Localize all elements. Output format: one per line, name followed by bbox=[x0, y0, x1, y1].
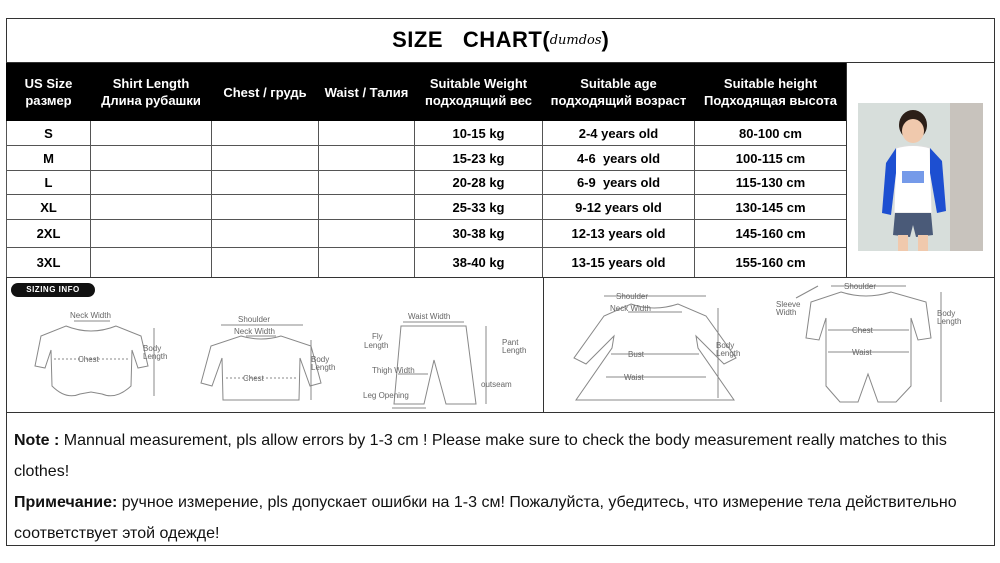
dress-neck-label: Neck Width bbox=[610, 304, 651, 313]
shirt-diagram bbox=[201, 325, 321, 400]
note-russian-text: ручное измерение, pls допускает ошибки на 1-3 см! Пожалуйста, убедитесь, что измерение тела действительно соответствует этой одежде! bbox=[14, 494, 957, 542]
pants-fly-label: Fly bbox=[372, 332, 383, 341]
note-russian bbox=[14, 487, 987, 549]
cell-shirt-length bbox=[91, 220, 212, 248]
dress-shoulder-label: Shoulder bbox=[616, 292, 649, 301]
header-suitable-age: Suitable age подходящий возраст bbox=[543, 64, 695, 121]
table-row bbox=[7, 248, 847, 278]
table-row bbox=[7, 146, 847, 171]
cell-size: XL bbox=[7, 195, 91, 220]
shirt-shoulder-label: Shoulder bbox=[238, 315, 271, 324]
cell-waist bbox=[319, 195, 415, 220]
cell-age: 2-4 years old bbox=[543, 121, 695, 146]
cell-chest bbox=[212, 171, 319, 195]
pants-fly-length-label: Length bbox=[364, 341, 389, 350]
cell-height: 145-160 cm bbox=[695, 220, 847, 248]
pants-waist-label: Waist Width bbox=[408, 312, 451, 321]
cell-waist bbox=[319, 171, 415, 195]
cell-weight: 10-15 kg bbox=[415, 121, 543, 146]
title-row bbox=[6, 18, 995, 63]
cell-waist bbox=[319, 220, 415, 248]
bodysuit-body-label: Body bbox=[143, 344, 162, 353]
pants-outseam-label: outseam bbox=[481, 380, 512, 389]
cell-chest bbox=[212, 195, 319, 220]
model-photo bbox=[858, 103, 983, 251]
cell-size: 3XL bbox=[7, 248, 91, 278]
cell-shirt-length bbox=[91, 195, 212, 220]
romper-waist-label: Waist bbox=[852, 348, 872, 357]
header-waist: Waist / Талия bbox=[319, 64, 415, 121]
pants-leg-opening-label: Leg Opening bbox=[363, 391, 409, 400]
table-row bbox=[7, 171, 847, 195]
cell-size: S bbox=[7, 121, 91, 146]
dress-bust-label: Bust bbox=[628, 350, 645, 359]
cell-chest bbox=[212, 220, 319, 248]
sizing-info-row bbox=[6, 277, 995, 413]
header-chest: Chest / грудь bbox=[212, 64, 319, 121]
brand-name: dumdos bbox=[549, 32, 602, 48]
size-chart-title: SIZE CHART bbox=[392, 27, 543, 52]
note-english-label: Note : bbox=[14, 432, 60, 449]
cell-age: 12-13 years old bbox=[543, 220, 695, 248]
romper-chest-label: Chest bbox=[852, 326, 873, 335]
cell-weight: 15-23 kg bbox=[415, 146, 543, 171]
size-table bbox=[6, 63, 847, 278]
table-row bbox=[7, 195, 847, 220]
cell-waist bbox=[319, 248, 415, 278]
shirt-length-label: Length bbox=[311, 363, 336, 372]
cell-age: 6-9 years old bbox=[543, 171, 695, 195]
table-row bbox=[7, 121, 847, 146]
cell-height: 115-130 cm bbox=[695, 171, 847, 195]
sizing-info-badge: SIZING INFO bbox=[11, 283, 95, 297]
cell-chest bbox=[212, 146, 319, 171]
cell-weight: 20-28 kg bbox=[415, 171, 543, 195]
shirt-chest-label: Chest bbox=[243, 374, 264, 383]
note-english-text: Mannual measurement, pls allow errors by 1-3 cm ! Please make sure to check the body measurement really matches to this clothes! bbox=[14, 432, 947, 480]
cell-age: 9-12 years old bbox=[543, 195, 695, 220]
cell-chest bbox=[212, 248, 319, 278]
cell-shirt-length bbox=[91, 171, 212, 195]
cell-weight: 38-40 kg bbox=[415, 248, 543, 278]
shirt-body-label: Body bbox=[311, 355, 330, 364]
note-english bbox=[14, 425, 987, 487]
romper-sleeve-label: Sleeve bbox=[776, 300, 801, 309]
table-header-row bbox=[7, 64, 847, 121]
bodysuit-neck-label: Neck Width bbox=[70, 311, 111, 320]
shirt-neck-label: Neck Width bbox=[234, 327, 275, 336]
pants-pant-label: Pant bbox=[502, 338, 519, 347]
header-suitable-weight: Suitable Weight подходящий вес bbox=[415, 64, 543, 121]
cell-size: 2XL bbox=[7, 220, 91, 248]
title-open-paren: ( bbox=[542, 27, 550, 52]
bodysuit-length-label: Length bbox=[143, 352, 168, 361]
header-suitable-height: Suitable height Подходящая высота bbox=[695, 64, 847, 121]
cell-size: M bbox=[7, 146, 91, 171]
cell-weight: 30-38 kg bbox=[415, 220, 543, 248]
cell-height: 80-100 cm bbox=[695, 121, 847, 146]
pants-thigh-label: Thigh Width bbox=[372, 366, 415, 375]
cell-age: 4-6 years old bbox=[543, 146, 695, 171]
title-close-paren: ) bbox=[601, 27, 609, 52]
cell-height: 130-145 cm bbox=[695, 195, 847, 220]
dress-length-label: Length bbox=[716, 349, 741, 358]
cell-shirt-length bbox=[91, 146, 212, 171]
garment-diagrams bbox=[6, 278, 995, 414]
cell-height: 155-160 cm bbox=[695, 248, 847, 278]
cell-waist bbox=[319, 121, 415, 146]
cell-height: 100-115 cm bbox=[695, 146, 847, 171]
note-russian-label: Примечание: bbox=[14, 494, 118, 511]
child-rashguard-illustration bbox=[858, 103, 983, 251]
pants-pant-length-label: Length bbox=[502, 346, 527, 355]
cell-shirt-length bbox=[91, 121, 212, 146]
romper-body-label: Body bbox=[937, 309, 956, 318]
romper-sleeve-width-label: Width bbox=[776, 308, 797, 317]
romper-diagram bbox=[796, 286, 941, 402]
cell-weight: 25-33 kg bbox=[415, 195, 543, 220]
cell-waist bbox=[319, 146, 415, 171]
romper-shoulder-label: Shoulder bbox=[844, 282, 877, 291]
dress-waist-label: Waist bbox=[624, 373, 644, 382]
cell-shirt-length bbox=[91, 248, 212, 278]
cell-age: 13-15 years old bbox=[543, 248, 695, 278]
romper-length-label: Length bbox=[937, 317, 962, 326]
cell-size: L bbox=[7, 171, 91, 195]
model-photo-cell bbox=[846, 63, 995, 277]
cell-chest bbox=[212, 121, 319, 146]
header-us-size: US Size размер bbox=[7, 64, 91, 121]
dress-body-label: Body bbox=[716, 341, 735, 350]
bodysuit-chest-label: Chest bbox=[78, 355, 99, 364]
dress-diagram bbox=[574, 296, 736, 400]
notes-section bbox=[6, 413, 995, 546]
table-row bbox=[7, 220, 847, 248]
header-shirt-length: Shirt Length Длина рубашки bbox=[91, 64, 212, 121]
